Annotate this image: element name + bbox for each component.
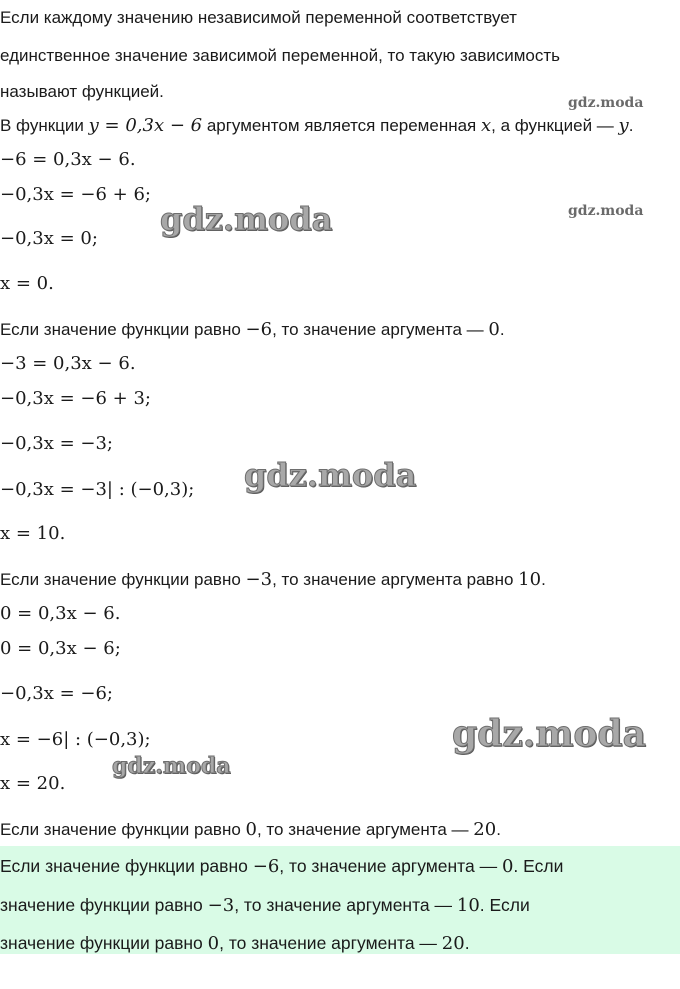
answer-l2-val: −3 [207, 895, 235, 916]
case2-conclusion-end: . [541, 570, 546, 589]
intro-arg: x [480, 115, 492, 136]
case3-conclusion-pre: Если значение функции равно [0, 820, 246, 839]
case2-conclusion-val: −3 [245, 569, 273, 590]
case3-eq-4: x = −6| : (−0,3); [0, 729, 151, 750]
intro-end: . [628, 116, 634, 135]
case2-eq-5: x = 10. [0, 523, 66, 544]
case1-conclusion-end: . [499, 320, 505, 339]
answer-l1-arg: 0 [501, 856, 514, 877]
case3-eq-5: x = 20. [0, 773, 66, 794]
answer-l1-pre: Если значение функции равно [0, 856, 253, 876]
answer-l1-val: −6 [252, 856, 280, 877]
case1-conclusion-pre: Если значение функции равно [0, 320, 246, 339]
case3-conclusion-val: 0 [245, 819, 257, 840]
watermark-big-1: gdz.moda [160, 200, 333, 238]
case1-eq-4: x = 0. [0, 273, 54, 294]
answer-line-1 [0, 855, 563, 878]
answer-line-3 [0, 932, 470, 955]
case3-conclusion [0, 819, 501, 841]
watermark-small-2: gdz.moda [568, 203, 644, 219]
case3-eq-1: 0 = 0,3x − 6. [0, 603, 121, 624]
watermark-big-3: gdz.moda [452, 713, 646, 755]
case3-eq-3: −0,3x = −6; [0, 683, 113, 704]
definition-line-2: единственное значение зависимой переменной, то такую зависимость [0, 46, 561, 65]
case2-eq-3: −0,3x = −3; [0, 433, 113, 454]
intro-middle: аргументом является переменная [202, 116, 481, 135]
answer-l3-mid: , то значение аргумента — [219, 933, 442, 953]
case3-conclusion-arg: 20 [473, 819, 497, 840]
case1-eq-2: −0,3x = −6 + 6; [0, 184, 151, 205]
case3-eq-2: 0 = 0,3x − 6; [0, 638, 121, 659]
case2-conclusion-arg: 10 [518, 569, 542, 590]
answer-l2-end: . Если [479, 895, 530, 915]
case1-conclusion-mid: , то значение аргумента — [272, 320, 489, 339]
answer-l3-val: 0 [207, 933, 220, 954]
answer-line-2 [0, 894, 530, 917]
intro-func: y [618, 115, 629, 136]
case2-eq-4: −0,3x = −3| : (−0,3); [0, 479, 195, 500]
case3-conclusion-end: . [496, 820, 501, 839]
intro-line [0, 115, 633, 137]
case1-conclusion-val: −6 [245, 319, 273, 340]
watermark-big-4: gdz.moda [112, 753, 231, 779]
definition-line-1: Если каждому значению независимой переменной соответствует [0, 8, 517, 27]
answer-l2-pre: значение функции равно [0, 895, 208, 915]
case1-eq-3: −0,3x = 0; [0, 228, 98, 249]
watermark-big-2: gdz.moda [244, 456, 417, 494]
intro-prefix: В функции [0, 116, 89, 135]
case2-conclusion-mid: , то значение аргумента равно [272, 570, 519, 589]
case1-conclusion-arg: 0 [488, 319, 500, 340]
case3-conclusion-mid: , то значение аргумента — [256, 820, 474, 839]
case2-eq-2: −0,3x = −6 + 3; [0, 388, 151, 409]
case1-conclusion [0, 319, 505, 341]
intro-middle2: , а функцией — [491, 116, 619, 135]
answer-l2-arg: 10 [456, 895, 480, 916]
case1-eq-1: −6 = 0,3x − 6. [0, 149, 136, 170]
case2-eq-1: −3 = 0,3x − 6. [0, 353, 136, 374]
case2-conclusion-pre: Если значение функции равно [0, 570, 246, 589]
answer-l3-pre: значение функции равно [0, 933, 208, 953]
answer-l3-end: . [464, 933, 470, 953]
answer-l1-mid: , то значение аргумента — [279, 856, 502, 876]
answer-l2-mid: , то значение аргумента — [234, 895, 457, 915]
answer-l3-arg: 20 [441, 933, 465, 954]
watermark-small-1: gdz.moda [568, 95, 644, 111]
definition-line-3: называют функцией. [0, 82, 164, 101]
case2-conclusion [0, 569, 546, 591]
intro-formula: y = 0,3x − 6 [88, 115, 203, 136]
answer-l1-end: . Если [513, 856, 564, 876]
